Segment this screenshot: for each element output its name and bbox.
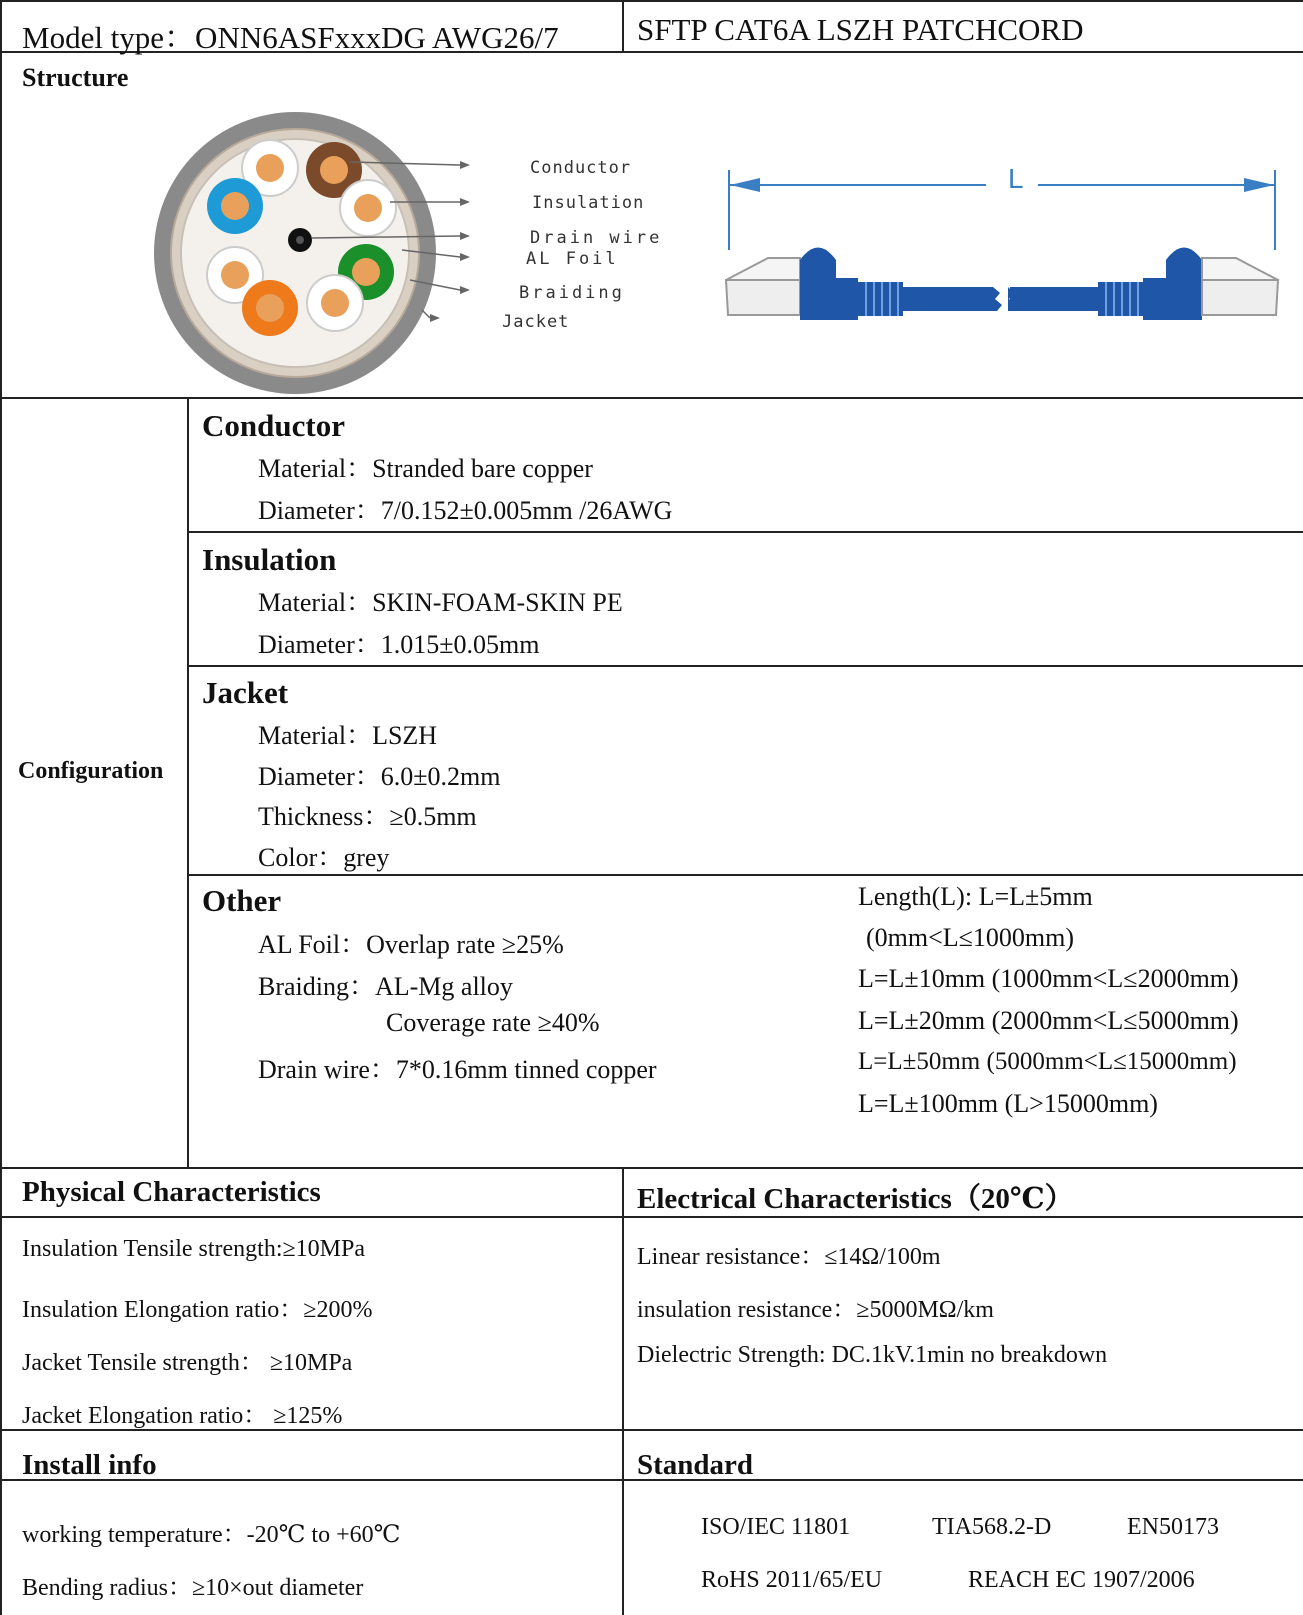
cable-left-segment bbox=[903, 287, 993, 311]
label-conductor: Conductor bbox=[530, 158, 632, 178]
physical-item: Insulation Tensile strength:≥10MPa bbox=[22, 1236, 366, 1262]
install-title: Install info bbox=[22, 1449, 157, 1481]
standard-item: TIA568.2-D bbox=[932, 1514, 1052, 1540]
top-border bbox=[0, 0, 1303, 2]
left-border bbox=[0, 0, 2, 1615]
jacket-thickness: Thickness：≥0.5mm bbox=[258, 802, 477, 831]
other-title: Other bbox=[202, 883, 282, 918]
conductor-material: Material：Stranded bare copper bbox=[258, 454, 593, 483]
standard-item: ISO/IEC 11801 bbox=[701, 1514, 851, 1540]
left-strain-relief bbox=[858, 282, 903, 316]
pair-blue bbox=[207, 178, 263, 234]
leader-arrowheads bbox=[430, 161, 470, 322]
electrical-item: Linear resistance：≤14Ω/100m bbox=[637, 1244, 941, 1270]
label-jacket: Jacket bbox=[502, 312, 570, 332]
configuration-label: Configuration bbox=[18, 758, 164, 784]
conductor-diameter: Diameter：7/0.152±0.005mm /26AWG bbox=[258, 496, 673, 525]
length-line-2: (0mm<L≤1000mm) bbox=[866, 923, 1075, 952]
al-foil-spec: AL Foil：Overlap rate ≥25% bbox=[258, 930, 564, 959]
label-al-foil: AL Foil bbox=[526, 249, 619, 269]
right-plug-body bbox=[1202, 280, 1278, 315]
length-symbol: L bbox=[1000, 163, 1032, 195]
characteristics-divider bbox=[622, 1167, 624, 1615]
insulation-material: Material：SKIN-FOAM-SKIN PE bbox=[258, 588, 623, 617]
pair-orange bbox=[242, 280, 298, 336]
pair-white-right bbox=[340, 180, 396, 236]
jacket-material: Material：LSZH bbox=[258, 721, 438, 750]
install-item: working temperature：-20℃ to +60℃ bbox=[22, 1522, 401, 1548]
model-type: Model type：ONN6ASFxxxDG AWG26/7 bbox=[22, 20, 559, 55]
install-item: Bending radius：≥10×out diameter bbox=[22, 1575, 364, 1601]
jacket-color: Color：grey bbox=[258, 843, 390, 872]
standard-item: RoHS 2011/65/EU bbox=[701, 1567, 883, 1593]
pair-white-bottom bbox=[307, 275, 363, 331]
jacket-diameter: Diameter：6.0±0.2mm bbox=[258, 762, 501, 791]
standard-item: EN50173 bbox=[1127, 1514, 1219, 1540]
dimension-arrow-left bbox=[730, 178, 760, 192]
jacket-title: Jacket bbox=[202, 675, 289, 710]
cable-right-segment bbox=[1010, 287, 1098, 311]
label-drain-wire: Drain wire bbox=[530, 228, 663, 248]
length-line-6: L=L±100mm (L>15000mm) bbox=[858, 1089, 1158, 1118]
right-boot bbox=[1143, 248, 1202, 321]
right-plug-clip bbox=[1202, 258, 1278, 280]
drain-wire-spec: Drain wire：7*0.16mm tinned copper bbox=[258, 1055, 657, 1084]
length-line-4: L=L±20mm (2000mm<L≤5000mm) bbox=[858, 1006, 1239, 1035]
braiding-spec: Braiding：AL-Mg alloy bbox=[258, 972, 513, 1001]
braiding-coverage-spec: Coverage rate ≥40% bbox=[386, 1008, 600, 1037]
insulation-title: Insulation bbox=[202, 542, 337, 577]
physical-item: Insulation Elongation ratio：≥200% bbox=[22, 1297, 373, 1323]
configuration-bottom-line bbox=[0, 1167, 1303, 1169]
left-boot bbox=[800, 248, 858, 321]
insulation-bottom-line bbox=[187, 665, 1303, 667]
conductor-bottom-line bbox=[187, 531, 1303, 533]
left-plug-body bbox=[726, 280, 800, 315]
label-insulation: Insulation bbox=[532, 193, 645, 213]
structure-title: Structure bbox=[22, 63, 129, 92]
electrical-item: Dielectric Strength: DC.1kV.1min no breakdown bbox=[637, 1342, 1108, 1368]
insulation-diameter: Diameter：1.015±0.05mm bbox=[258, 630, 540, 659]
dimension-arrow-right bbox=[1244, 178, 1274, 192]
header-divider bbox=[622, 0, 624, 52]
length-line-1: Length(L): L=L±5mm bbox=[858, 882, 1093, 911]
length-line-5: L=L±50mm (5000mm<L≤15000mm) bbox=[858, 1048, 1237, 1075]
electrical-title: Electrical Characteristics（20℃） bbox=[637, 1183, 1074, 1215]
left-plug-clip bbox=[726, 258, 800, 280]
label-braiding: Braiding bbox=[519, 283, 625, 303]
jacket-bottom-line bbox=[187, 874, 1303, 876]
cable-break-left bbox=[993, 287, 1002, 311]
electrical-item: insulation resistance：≥5000MΩ/km bbox=[637, 1297, 994, 1323]
standard-title: Standard bbox=[637, 1449, 754, 1481]
standard-item: REACH EC 1907/2006 bbox=[968, 1567, 1195, 1593]
physical-item: Jacket Tensile strength： ≥10MPa bbox=[22, 1350, 353, 1376]
physical-item: Jacket Elongation ratio： ≥125% bbox=[22, 1403, 343, 1429]
conductor-title: Conductor bbox=[202, 408, 345, 443]
drain-wire bbox=[288, 228, 312, 252]
length-line-3: L=L±10mm (1000mm<L≤2000mm) bbox=[858, 964, 1239, 993]
right-strain-relief bbox=[1098, 282, 1143, 316]
product-name: SFTP CAT6A LSZH PATCHCORD bbox=[637, 12, 1084, 47]
configuration-divider bbox=[187, 397, 189, 1167]
physical-title: Physical Characteristics bbox=[22, 1176, 321, 1208]
